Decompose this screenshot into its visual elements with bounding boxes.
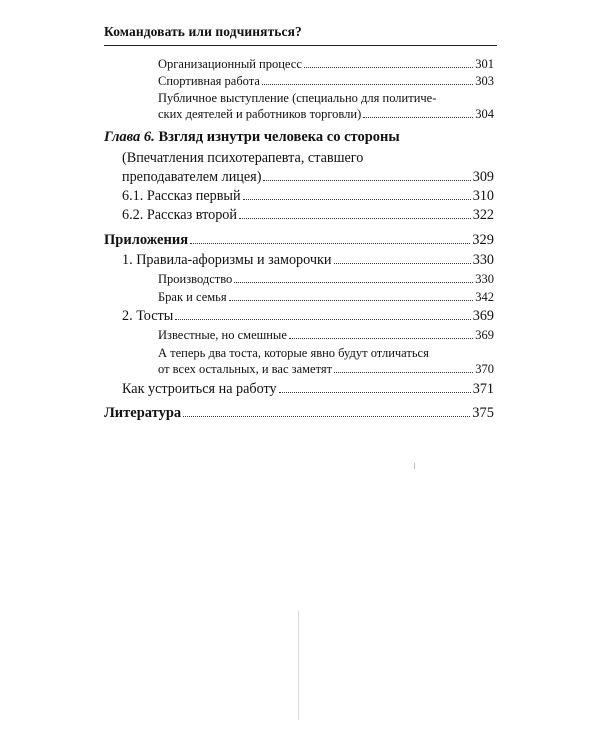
toc-entry-label-line1: А теперь два тоста, которые явно будут отличаться <box>158 346 429 360</box>
toc-page-number: 301 <box>475 57 494 71</box>
toc-leader-dots <box>334 372 473 373</box>
toc-page-number: 322 <box>472 207 494 223</box>
toc-entry-public-speech[interactable] <box>104 90 494 122</box>
toc-entry-label: Как устроиться на работу <box>122 381 277 397</box>
toc-leader-dots <box>279 392 471 393</box>
toc-entry-production[interactable] <box>104 271 494 287</box>
toc-entry-label-line1: (Впечатления психотерапевта, ставшего <box>122 150 364 166</box>
toc-page-number: 369 <box>472 308 494 324</box>
toc-entry-known-funny[interactable] <box>104 327 494 343</box>
toc-entry-organizational-process[interactable] <box>104 56 494 72</box>
toc-entry-sport-work[interactable] <box>104 73 494 89</box>
toc-leader-dots <box>363 117 473 118</box>
toc-entry-story-one[interactable] <box>104 187 494 206</box>
scan-faint-line <box>298 610 299 720</box>
toc-entry-label: Литература <box>104 405 182 421</box>
toc-page-number: 330 <box>475 272 494 286</box>
toc-entry-impressions[interactable] <box>104 149 494 187</box>
chapter-title: Взгляд изнутри человека со стороны <box>158 129 400 145</box>
toc-entry-label-line2: от всех остальных, и вас заметят <box>158 362 333 376</box>
toc-page-number: 303 <box>475 74 494 88</box>
toc-leader-dots <box>234 282 473 283</box>
toc-entry-label-line2: преподавателем лицея) <box>122 169 262 185</box>
toc-entry-label: Приложения <box>104 232 189 248</box>
toc-entry-label: Производство <box>158 272 233 286</box>
running-title: Командовать или подчиняться? <box>104 24 302 39</box>
toc-leader-dots <box>289 338 473 339</box>
toc-entry-label: 6.2. Рассказ второй <box>122 207 237 223</box>
toc-page-number: 375 <box>472 405 494 421</box>
toc-entry-label: Известные, но смешные <box>158 328 287 342</box>
toc-entry-aphorisms[interactable] <box>104 251 494 270</box>
toc-entry-label: 1. Правила-афоризмы и заморочки <box>122 252 332 268</box>
toc-entry-label: Брак и семья <box>158 290 227 304</box>
toc-entry-two-toasts[interactable] <box>104 345 494 377</box>
toc-entry-label: Организационный процесс <box>158 57 302 71</box>
toc-leader-dots <box>183 416 470 417</box>
toc-entry-story-two[interactable] <box>104 206 494 225</box>
toc-leader-dots <box>239 218 471 219</box>
toc-leader-dots <box>190 243 470 244</box>
toc-leader-dots <box>229 300 474 301</box>
toc-appendix-heading[interactable] <box>104 230 494 250</box>
toc-literature-heading[interactable] <box>104 403 494 423</box>
toc-leader-dots <box>304 67 473 68</box>
toc-leader-dots <box>334 263 471 264</box>
toc-leader-dots <box>263 180 470 181</box>
chapter-prefix: Глава 6. <box>104 129 155 145</box>
toc-leader-dots <box>243 199 471 200</box>
toc-entry-get-job[interactable] <box>104 380 494 399</box>
toc-entry-toasts[interactable] <box>104 307 494 326</box>
toc-page-number: 371 <box>472 381 494 397</box>
toc-page-number: 304 <box>475 107 494 121</box>
toc-page-number: 309 <box>472 169 494 185</box>
header-rule <box>104 45 497 46</box>
scan-speck <box>414 463 415 469</box>
toc-leader-dots <box>175 319 470 320</box>
toc-page-number: 330 <box>472 252 494 268</box>
table-of-contents <box>104 56 494 423</box>
toc-entry-label: 2. Тосты <box>122 308 174 324</box>
toc-leader-dots <box>262 84 473 85</box>
toc-page-number: 370 <box>475 362 494 376</box>
toc-entry-label-line1: Публичное выступление (специально для политиче- <box>158 91 437 105</box>
toc-page-number: 310 <box>472 188 494 204</box>
toc-entry-label: 6.1. Рассказ первый <box>122 188 241 204</box>
toc-entry-marriage[interactable] <box>104 289 494 305</box>
toc-entry-label: Спортивная работа <box>158 74 260 88</box>
toc-page-number: 369 <box>475 328 494 342</box>
toc-entry-label-line2: ских деятелей и работников торговли) <box>158 107 362 121</box>
toc-page-number: 342 <box>475 290 494 304</box>
toc-page-number: 329 <box>472 232 494 248</box>
toc-chapter-6-heading[interactable] <box>104 127 494 147</box>
